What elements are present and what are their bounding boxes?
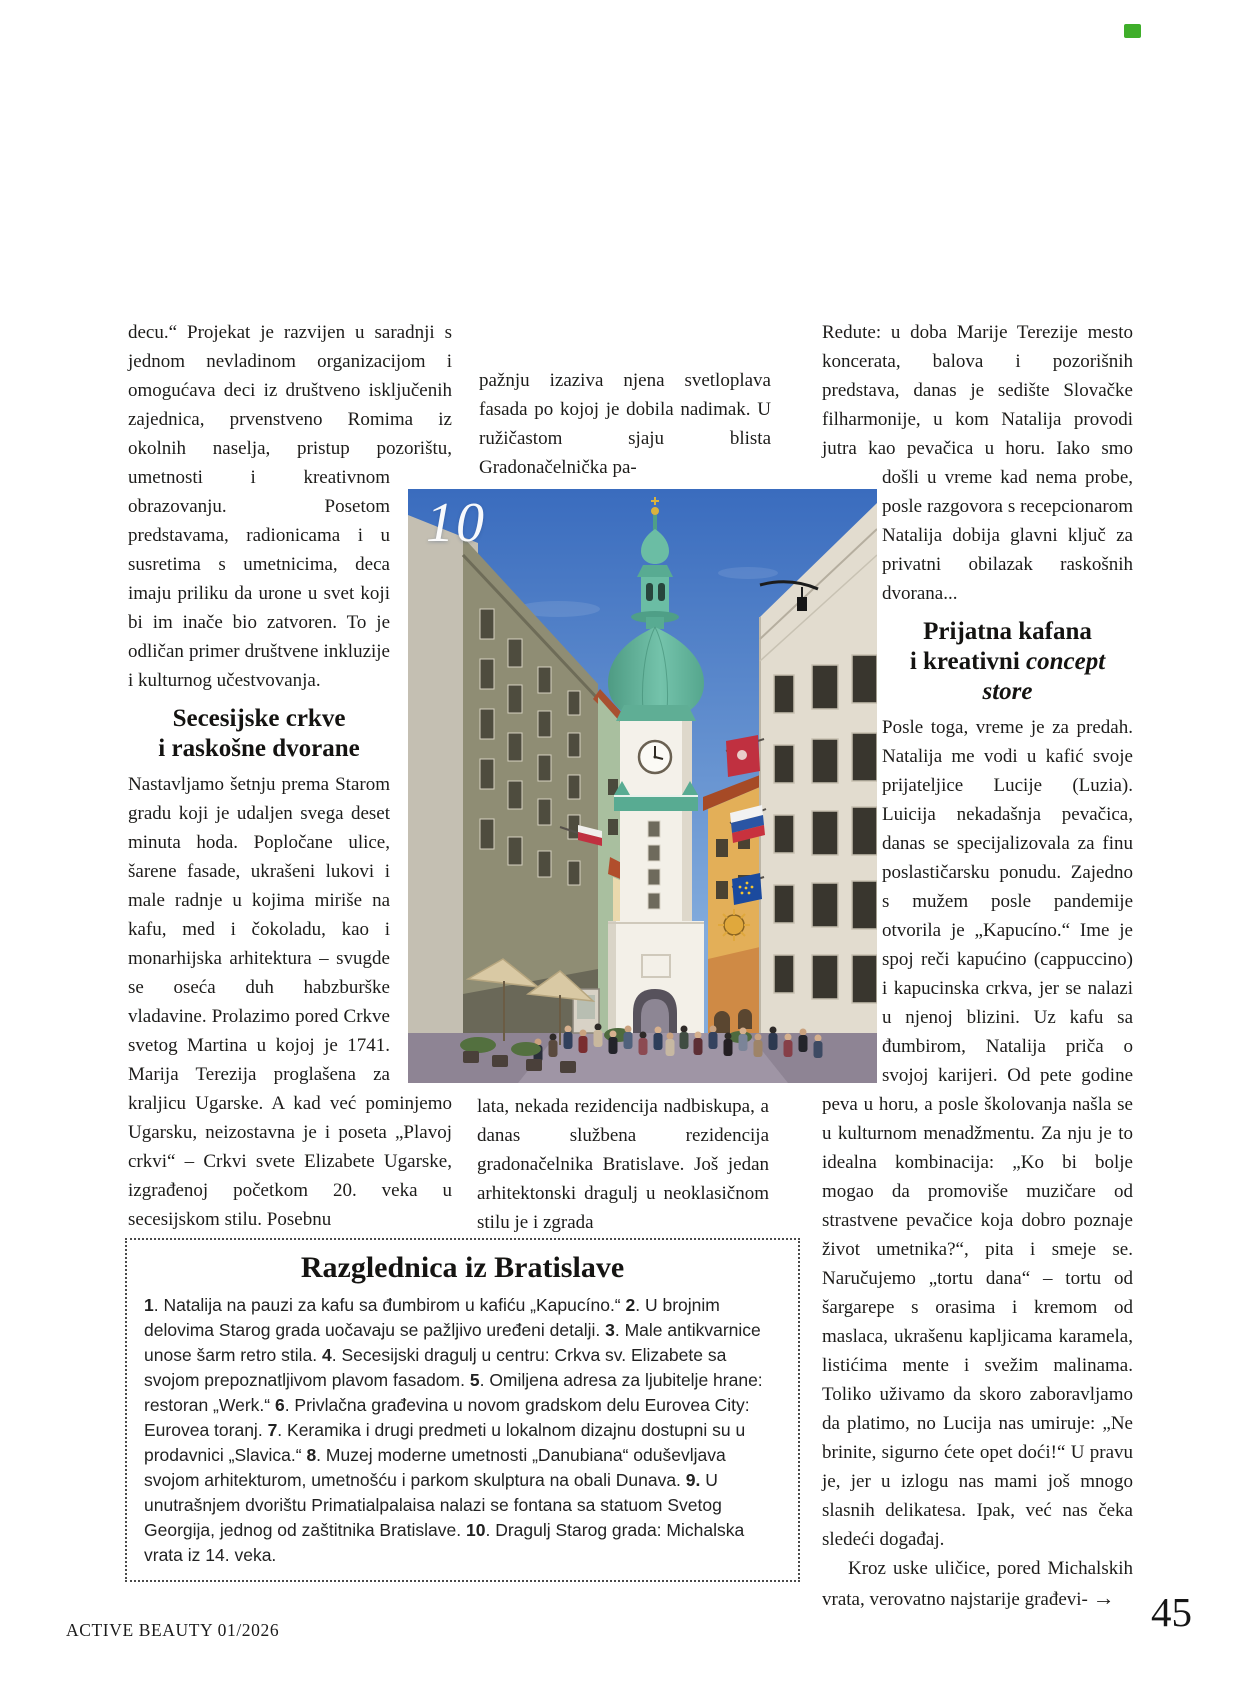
- section-heading-italic: concept: [1026, 648, 1106, 675]
- body-paragraph: Redute: u doba Marije Terezije mesto koncerata, balova i pozorišnih predstava, danas je sedište Slovačke filharmonije, u kom Natalija provodi jutra kao pevačica u horu. Iako smo došli u vreme kad nema probe, posle razgovora s recepcionarom Natalija dobija glavni ključ za privatni obilazak raskošnih dvorana...: [822, 322, 1133, 604]
- caption-item: 9. U unutrašnjem dvorištu Primatialpalaisa nalazi se fontana sa statuom Svetog Georgija, jednog od zaštitnika Bratislave.: [144, 1470, 722, 1540]
- caption-title: Razglednica iz Bratislave: [300, 1251, 625, 1284]
- photo-number-label: 10: [426, 492, 486, 554]
- body-paragraph: pažnju izaziva njena svetloplava fasada po kojoj je dobila nadimak. U ružičastom sjaju blista Gradonačelnička pa-: [479, 370, 771, 478]
- caption-item: 7. Keramika i drugi predmeti u lokalnom dizajnu dostupni su u prodavnici „Slavica.“: [144, 1420, 746, 1465]
- brand-logo-icon: [1124, 24, 1141, 38]
- caption-item: 1. Natalija na pauzi za kafu sa đumbirom u kafiću „Kapucíno.“: [144, 1295, 621, 1315]
- caption-box: [125, 1238, 800, 1582]
- caption-item: 3. Male antikvarnice unose šarm retro stila.: [144, 1320, 761, 1365]
- caption-item: 4. Secesijski dragulj u centru: Crkva sv. Elizabete sa svojom prepoznatljivom plavom fasadom.: [144, 1345, 727, 1390]
- photo-michael-gate: [408, 489, 877, 1083]
- caption-item: 5. Omiljena adresa za ljubitelje hrane: restoran „Werk.“: [144, 1370, 763, 1415]
- caption-item: 10. Dragulj Starog grada: Michalska vrata iz 14. veka.: [144, 1520, 745, 1565]
- body-paragraph: [822, 1554, 1133, 1614]
- body-paragraph: Nastavljamo šetnju prema Starom gradu koji je udaljen svega deset minuta hoda. Popločane ulice, šarene fasade, ukrašeni lukovi i male radnje u kojima miriše na kafu, med i čokoladu, kao i monarhijska arhitektura – svugde se oseća duh habzburške vladavine. Prolazimo pored Crkve svetog Martina u kojoj je 1741. Marija Terezija proglašena za kraljicu Ugarske. A kad već pominjemo Ugarsku, neizostavna je i poseta „Plavoj crkvi“ – Crkvi svete Elizabete Ugarske, izgrađenoj početkom 20. veka u secesijskom stilu. Posebnu: [128, 774, 452, 1230]
- photo-illustration: [408, 489, 877, 1083]
- section-heading-line: Prijatna kafana: [923, 618, 1092, 645]
- section-heading-line: i raskošne dvorane: [158, 735, 360, 762]
- footer-credit: ACTIVE BEAUTY 01/2026: [66, 1620, 280, 1640]
- section-heading-italic: store: [982, 678, 1033, 705]
- middle-column-bottom: [477, 1092, 769, 1237]
- body-paragraph: Posle toga, vreme je za predah. Natalija me vodi u kafić svoje prijateljice Lucije (Luzia). Luicija nekadašnja pevačica, danas se specijalizovala za finu poslastičarsku ponudu. Zajedno s mužem posle pandemije otvorila je „Kapucíno.“ Ime je spoj reči kapućino (cappuccino) i kapucinska crkva, jer se nalazi u njenoj blizini. Uz kafu sa đumbirom, Natalija priča o svojoj karijeri. Od pete godine peva u horu, a posle školovanja našla se u kulturnom menadžmentu. Za nju je to idealna kombinacija: „Ko bi bolje mogao da promoviše muzičare od strastvene pevačice koja dobro poznaje život umetnika?“, pita i smeje se. Naručujemo „tortu dana“ – tortu od šargarepe s orasima i kremom od maslaca, ukrašenu kapljicama karamela, listićima mente i svežim malinama. Toliko uživamo da skoro zaboravljamo da platimo, no Lucija nas umiruje: „Ne brinite, sigurno ćete opet doći!“ U pravu je, jer u izlogu nas mami još mnogo slasnih delikatesa. Ipak, već nas čeka sledeći događaj.: [822, 717, 1133, 1550]
- section-heading-line: i kreativni: [909, 648, 1020, 675]
- paragraph-text: Kroz uske uličice, pored Michalskih vrata, verovatno najstarije građevi-: [822, 1558, 1133, 1610]
- caption-list: [144, 1293, 781, 1568]
- body-paragraph: lata, nekada rezidencija nadbiskupa, a danas službena rezidencija gradonačelnika Bratislave. Još jedan arhitektonski dragulj u neoklasičnom stilu je i zgrada: [477, 1096, 769, 1233]
- section-heading-line: Secesijske crkve: [172, 705, 346, 732]
- caption-item: 2. U brojnim delovima Starog grada uočavaju se pažljivo uređeni detalji.: [144, 1295, 720, 1340]
- left-column: [128, 318, 452, 1234]
- caption-item: 8. Muzej moderne umetnosti „Danubiana“ oduševljava svojom arhitekturom, umetnošću i parkom skulptura na obali Dunava.: [144, 1445, 726, 1490]
- body-paragraph: decu.“ Projekat je razvijen u saradnji s jednom nevladinom organizacijom i omogućava deci iz društveno isključenih zajednica, prvenstveno Romima iz okolnih naselja, pristup pozorištu, umetnosti i kreativnom obrazovanju. Posetom predstavama, radionicama i u susretima s umetnicima, deca imaju priliku da urone u svet koji bi im inače bio zatvoren. To je odličan primer društvene inkluzije i kulturnog učestvovanja.: [128, 322, 452, 691]
- middle-column-top: [479, 366, 771, 482]
- continuation-arrow-icon: →: [1092, 1585, 1115, 1610]
- caption-item: 6. Privlačna građevina u novom gradskom delu Eurovea City: Eurovea toranj.: [144, 1395, 750, 1440]
- page-number: 45: [1151, 1589, 1192, 1635]
